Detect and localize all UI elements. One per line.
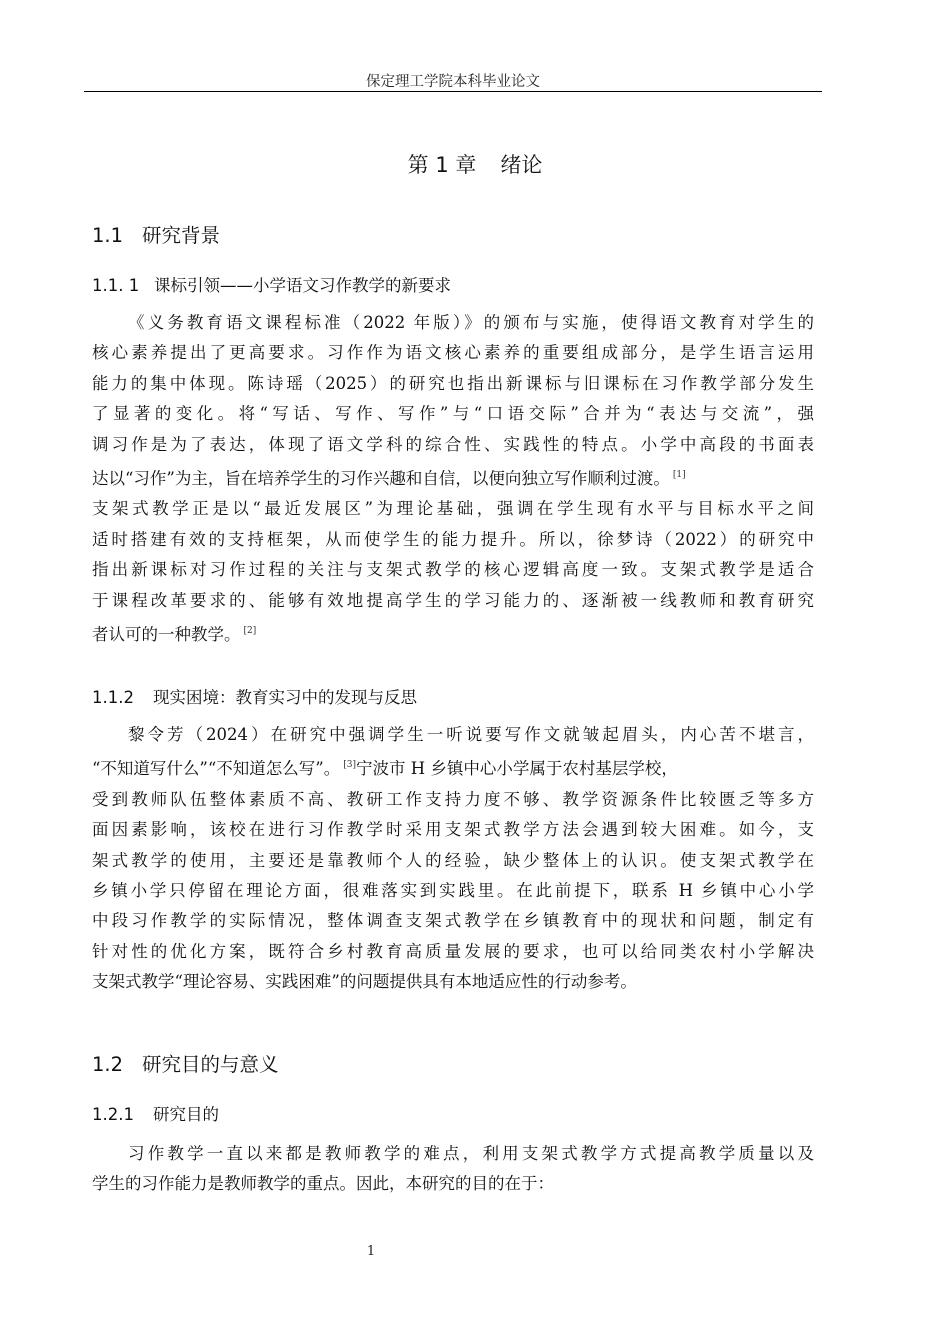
chapter-name: 绪论 xyxy=(500,153,543,177)
paragraph-line: 核心素养提出了更高要求。习作作为语文核心素养的重要组成部分，是学生语言运用 xyxy=(92,343,814,363)
paragraph-line-with-ref xyxy=(92,460,814,494)
paragraph-line: 《义务教育语文课程标准（2022 年版）》的颁布与实施，使得语文教育对学生的 xyxy=(128,313,814,332)
paragraph-line-with-ref xyxy=(92,616,814,650)
paragraph-research-background xyxy=(92,308,814,650)
paragraph-line: 了显著的变化。将“写话、写作、写作”与“口语交际”合并为“表达与交流”，强 xyxy=(92,404,814,424)
paragraph-line: 支架式教学正是以“最近发展区”为理论基础，强调在学生现有水平与目标水平之间 xyxy=(92,499,814,519)
paragraph-line-text: 者认可的一种教学。 xyxy=(92,625,241,645)
subsection-title: 现实困境：教育实习中的发现与反思 xyxy=(153,688,417,707)
subsection-title: 课标引领——小学语文习作教学的新要求 xyxy=(154,276,451,295)
paragraph-practical-dilemma xyxy=(92,720,814,998)
subsection-title: 研究目的 xyxy=(153,1105,219,1124)
paragraph-line-text: 宁波市 H 乡镇中心小学属于农村基层学校， xyxy=(356,759,678,779)
section-heading-1-2 xyxy=(92,1049,279,1077)
section-title: 研究背景 xyxy=(142,224,221,247)
paragraph-line: 调习作是为了表达，体现了语文学科的综合性、实践性的特点。小学中高段的书面表 xyxy=(92,434,814,454)
paragraph-line: 针对性的优化方案，既符合乡村教育高质量发展的要求，也可以给同类农村小学解决 xyxy=(92,941,814,961)
subsection-number: 1.1. 1 xyxy=(92,276,140,295)
chapter-title xyxy=(0,149,950,179)
paragraph-line: 乡镇小学只停留在理论方面，很难落实到实践里。在此前提下，联系 H 乡镇中心小学 xyxy=(92,881,814,901)
paragraph-line: 面因素影响，该校在进行习作教学时采用支架式教学方法会遇到较大困难。如今，支 xyxy=(92,820,814,840)
chapter-number: 第 1 章 xyxy=(407,153,477,177)
paragraph-line-text: “不知道写什么”“不知道怎么写”。 xyxy=(92,759,341,779)
paragraph-line: 支架式教学“理论容易、实践困难”的问题提供具有本地适应性的行动参考。 xyxy=(92,972,637,992)
subsection-heading-1-2-1 xyxy=(92,1101,219,1125)
paragraph-line-text: 达以“习作”为主，旨在培养学生的习作兴趣和自信，以便向独立写作顺利过渡。 xyxy=(92,469,670,489)
paragraph-line: 受到教师队伍整体素质不高、教研工作支持力度不够、教学资源条件比较匮乏等多方 xyxy=(92,789,814,809)
paragraph-line: 黎令芳（2024）在研究中强调学生一听说要写作文就皱起眉头，内心苦不堪言， xyxy=(128,725,814,744)
paragraph-line: 于课程改革要求的、能够有效地提高学生的学习能力的、逐渐被一线教师和教育研究 xyxy=(92,590,814,610)
page-number: 1 xyxy=(366,1244,376,1259)
paragraph-line: 能力的集中体现。陈诗瑶（2025）的研究也指出新课标与旧课标在习作教学部分发生 xyxy=(92,373,814,393)
running-header: 保定理工学院本科毕业论文 xyxy=(366,74,540,90)
section-title: 研究目的与意义 xyxy=(142,1053,279,1076)
paragraph-line: 中段习作教学的实际情况，整体调查支架式教学在乡镇教育中的现状和问题，制定有 xyxy=(92,911,814,931)
paragraph-line: 适时搭建有效的支持框架，从而使学生的能力提升。所以，徐梦诗（2022）的研究中 xyxy=(92,529,814,549)
paragraph-line: 习作教学一直以来都是教师教学的难点，利用支架式教学方式提高教学质量以及 xyxy=(128,1144,814,1163)
section-heading-1-1 xyxy=(92,220,220,248)
section-number: 1.1 xyxy=(92,224,124,247)
citation-ref[interactable]: [2] xyxy=(243,626,257,637)
paragraph-line: 指出新课标对习作过程的关注与支架式教学的核心逻辑高度一致。支架式教学是适合 xyxy=(92,560,814,580)
subsection-heading-1-1-2 xyxy=(92,684,417,708)
subsection-number: 1.1.2 xyxy=(92,688,134,707)
citation-ref[interactable]: [3] xyxy=(343,760,356,771)
subsection-number: 1.2.1 xyxy=(92,1105,134,1124)
paragraph-research-purpose xyxy=(92,1139,814,1200)
paragraph-line: 架式教学的使用，主要还是靠教师个人的经验，缺少整体上的认识。使支架式教学在 xyxy=(92,850,814,870)
citation-ref[interactable]: [1] xyxy=(672,470,686,481)
header-rule xyxy=(84,91,822,92)
paragraph-line-with-ref xyxy=(92,750,814,784)
subsection-heading-1-1-1 xyxy=(92,272,451,296)
section-number: 1.2 xyxy=(92,1053,124,1076)
paragraph-line: 学生的习作能力是教师教学的重点。因此，本研究的目的在于： xyxy=(92,1174,554,1194)
